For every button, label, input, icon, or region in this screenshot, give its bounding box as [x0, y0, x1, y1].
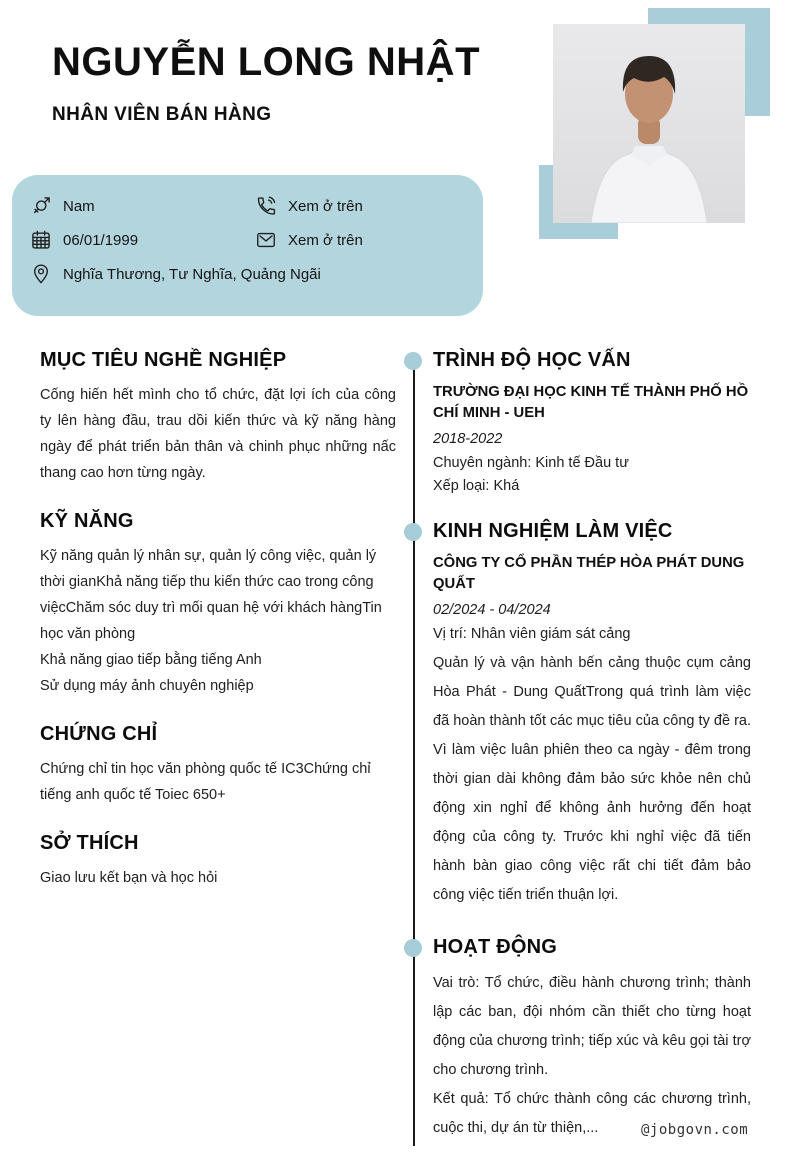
contact-info-box	[12, 175, 483, 316]
watermark-text: @jobgovn.com	[641, 1122, 749, 1138]
experience-description: Quản lý và vận hành bến cảng thuộc cụm cảng Hòa Phát - Dung QuấtTrong quá trình làm việc đã hoàn thành tốt các mục tiêu của công ty đề ra. Vì làm việc luân phiên theo ca ngày - đêm trong thời gian dài không đảm bảo sức khỏe nên chủ động xin nghỉ để không ảnh hưởng đến hoạt động của công ty. Trước khi nghỉ việc đã tiến hành bàn giao công việc rất chi tiết đảm bảo công việc tiến triển thuận lợi.	[433, 655, 751, 903]
profile-photo-image	[553, 24, 745, 223]
education-grade: Xếp loại: Khá	[433, 478, 520, 494]
dob-value: 06/01/1999	[63, 231, 139, 249]
phone-icon	[255, 195, 277, 217]
section-bullet-icon	[404, 523, 422, 541]
objective-body: Cống hiến hết mình cho tổ chức, đặt lợi ích của công ty lên hàng đầu, trau dồi kiến thức và kỹ năng hàng ngày để phát triển bản thân và chinh phục những nấc thang cao hơn từng ngày.	[40, 387, 396, 481]
education-major: Chuyên ngành: Kinh tế Đầu tư	[433, 455, 629, 471]
experience-period: 02/2024 - 04/2024	[433, 602, 551, 618]
activities-heading	[433, 936, 751, 959]
section-bullet-icon	[404, 352, 422, 370]
experience-position: Vị trí: Nhân viên giám sát cảng	[433, 626, 631, 642]
objective-heading: MỤC TIÊU NGHỀ NGHIỆP	[40, 349, 287, 371]
phone-value: Xem ở trên	[288, 197, 363, 215]
right-column	[433, 349, 751, 1143]
experience-company: CÔNG TY CỔ PHẦN THÉP HÒA PHÁT DUNG QUẤT	[433, 555, 745, 592]
candidate-job-title: NHÂN VIÊN BÁN HÀNG	[52, 104, 272, 125]
contact-gender-row	[30, 195, 95, 217]
section-experience	[433, 520, 751, 910]
location-icon	[30, 263, 52, 285]
section-bullet-icon	[404, 939, 422, 957]
calendar-icon	[30, 229, 52, 251]
skill-line: Sử dụng máy ảnh chuyên nghiệp	[40, 678, 254, 694]
contact-dob-row	[30, 229, 138, 251]
section-objective	[40, 349, 396, 486]
experience-heading	[433, 520, 751, 543]
education-heading-label: TRÌNH ĐỘ HỌC VẤN	[433, 349, 631, 371]
address-value: Nghĩa Thương, Tư Nghĩa, Quảng Ngãi	[63, 265, 321, 283]
section-certificates	[40, 723, 396, 808]
activities-result: Kết quả: Tổ chức thành công các chương trình, cuộc thi, dự án từ thiện,...	[433, 1091, 751, 1136]
activities-heading-label: HOẠT ĐỘNG	[433, 936, 558, 958]
section-activities	[433, 936, 751, 1143]
education-school: TRƯỜNG ĐẠI HỌC KINH TẾ THÀNH PHỐ HỒ CHÍ MINH - UEH	[433, 384, 749, 421]
left-column	[40, 349, 396, 891]
gender-icon	[30, 195, 52, 217]
activities-role: Vai trò: Tổ chức, điều hành chương trình; thành lập các ban, đội nhóm cần thiết cho từng hoạt động của chương trình; tiếp xúc và kêu gọi tài trợ cho chương trình.	[433, 975, 751, 1078]
section-education	[433, 349, 751, 494]
hobbies-heading: SỞ THÍCH	[40, 832, 139, 854]
contact-phone-row	[255, 195, 363, 217]
contact-email-row	[255, 229, 363, 251]
email-value: Xem ở trên	[288, 231, 363, 249]
skills-heading: KỸ NĂNG	[40, 510, 134, 532]
candidate-name: NGUYỄN LONG NHẬT	[52, 40, 480, 84]
education-period: 2018-2022	[433, 431, 503, 447]
section-skills	[40, 510, 396, 699]
section-hobbies	[40, 832, 396, 891]
skill-line: Kỹ năng quản lý nhân sự, quản lý công việc, quản lý thời gianKhả năng tiếp thu kiến thức cao trong công việcChăm sóc duy trì mối quan hệ với khách hàngTin học văn phòng	[40, 548, 382, 642]
gender-value: Nam	[63, 197, 95, 215]
email-icon	[255, 229, 277, 251]
experience-heading-label: KINH NGHIỆM LÀM VIỆC	[433, 520, 673, 542]
education-heading	[433, 349, 751, 372]
contact-address-row	[30, 263, 321, 285]
skill-line: Khả năng giao tiếp bằng tiếng Anh	[40, 652, 262, 668]
certificates-body: Chứng chỉ tin học văn phòng quốc tế IC3Chứng chỉ tiếng anh quốc tế Toiec 650+	[40, 761, 371, 803]
profile-photo	[553, 24, 745, 223]
timeline-line	[413, 361, 415, 1146]
certificates-heading: CHỨNG CHỈ	[40, 723, 158, 745]
hobbies-body: Giao lưu kết bạn và học hỏi	[40, 870, 218, 886]
